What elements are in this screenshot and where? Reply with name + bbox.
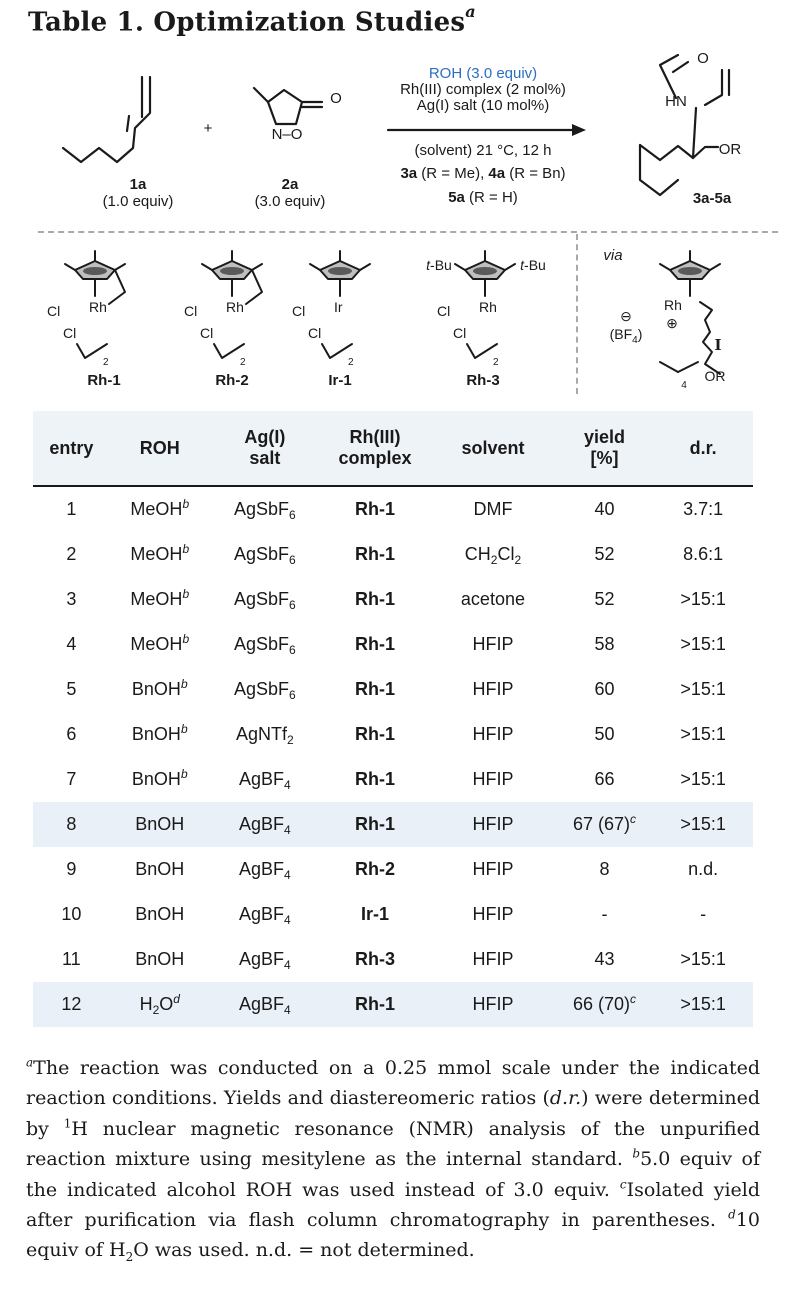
cell-dr: >15:1 — [680, 589, 726, 609]
catalyst-label-ir1: Ir-1 — [328, 372, 352, 389]
cp-ring-int-me3 — [710, 264, 720, 270]
table-row — [33, 486, 753, 532]
cell-yield: 8 — [599, 859, 610, 879]
cl-bottom-rh2: Cl — [200, 325, 214, 341]
cell-solvent: HFIP — [472, 634, 514, 654]
table-row — [33, 622, 753, 667]
cell-ag-salt: AgSbF$_6$ — [233, 499, 296, 522]
cell-ag-salt: AgBF$_4$ — [210, 802, 320, 847]
cell-roh: BnOH — [110, 802, 210, 847]
cell-ag-salt: AgSbF$_6$ — [233, 634, 296, 657]
cell-solvent: HFIP — [472, 904, 514, 924]
cell-ag-salt: AgBF$_4$ — [238, 859, 291, 882]
cp-ring-rh3-center — [473, 267, 497, 275]
product-amide — [660, 55, 678, 98]
cell-rh-complex: Rh-1 — [355, 769, 396, 789]
col-header-line: ROH — [139, 437, 180, 458]
cell-entry: 7 — [66, 769, 77, 789]
cl-top-rh1: Cl — [47, 303, 61, 319]
intermediate-rh: Rh — [664, 297, 682, 313]
cell-roh: BnOH$^b$ — [131, 677, 188, 699]
product-label: 3a-5a — [692, 190, 732, 207]
cell-entry: 10 — [61, 904, 82, 924]
plus-sign: + — [203, 120, 213, 137]
cell-solvent: acetone — [460, 589, 525, 609]
sm2-label: 2a (3.0 equiv) — [254, 176, 326, 210]
cell-dr: >15:1 — [680, 949, 726, 969]
cl-bottom-rh3: Cl — [453, 325, 467, 341]
atom-o-carbonyl: O — [330, 90, 342, 107]
cp-ring-rh2-center — [220, 267, 244, 275]
cell-entry: 3 — [66, 589, 77, 609]
intermediate-sub4: 4 — [681, 380, 687, 391]
cond-products-2: 5a (R = H) — [448, 189, 518, 206]
dimer-sub-rh2: 2 — [240, 357, 246, 368]
col-header-line: solvent — [461, 437, 525, 458]
cell-roh: MeOH$^b$ — [130, 497, 190, 519]
col-header-entry — [33, 411, 110, 486]
metal-rh3: Rh — [479, 299, 497, 315]
metal-ir1: Ir — [334, 299, 343, 315]
cell-yield: - — [601, 904, 608, 924]
cl-top-rh2: Cl — [184, 303, 198, 319]
cond-products-1: 3a (R = Me), 4a (R = Bn) — [400, 165, 566, 182]
cell-dr: >15:1 — [680, 769, 726, 789]
product-chain — [640, 145, 718, 160]
cell-yield: 40 — [594, 499, 615, 519]
col-header-yield — [556, 411, 654, 486]
cell-roh: MeOH$^b$ — [130, 542, 190, 564]
atom-n-o: N–O — [271, 126, 303, 143]
col-header-line: yield — [583, 427, 625, 447]
table-row — [33, 532, 753, 577]
cell-yield: 43 — [594, 949, 615, 969]
int-chain-b — [678, 362, 698, 372]
cell-rh-complex: Rh-1 — [355, 589, 396, 609]
catalyst-label-rh3: Rh-3 — [466, 372, 500, 389]
atom-hn: HN — [665, 93, 687, 110]
cell-yield: 52 — [594, 589, 615, 609]
cell-roh: BnOH — [135, 904, 185, 924]
tbu-right: t-Bu — [520, 257, 546, 273]
bridge-rh2 — [214, 344, 244, 358]
catalyst-label-rh2: Rh-2 — [215, 372, 249, 389]
col-header-line: Rh(III) — [349, 427, 401, 447]
intermediate-label: I — [714, 336, 722, 354]
metal-rh1: Rh — [89, 299, 107, 315]
table-row — [33, 712, 753, 757]
intermediate-or: OR — [704, 368, 726, 384]
cell-entry: 4 — [66, 634, 77, 654]
cell-dr: - — [700, 904, 707, 924]
alkene-double-bond — [127, 116, 129, 131]
table-header-row — [33, 411, 753, 486]
catalyst-label-rh1: Rh-1 — [87, 372, 121, 389]
cp-ring-rh1-me3 — [115, 264, 125, 270]
col-header-line: complex — [338, 448, 412, 468]
col-header-rh-complex — [320, 411, 430, 486]
cell-dr: >15:1 — [680, 724, 726, 744]
cell-ag-salt: AgSbF$_6$ — [233, 544, 296, 567]
cell-solvent: HFIP — [472, 859, 514, 879]
cl-bottom-rh1: Cl — [63, 325, 77, 341]
cell-yield: 58 — [594, 634, 615, 654]
cell-ag-salt: AgBF$_4$ — [238, 949, 291, 972]
cell-ag-salt: AgSbF$_6$ — [233, 679, 296, 702]
product-co — [673, 62, 688, 72]
cell-dr: n.d. — [688, 859, 719, 879]
table-row — [33, 757, 753, 802]
cell-rh-complex: Rh-1 — [355, 544, 396, 564]
cp-ring-rh2-me1 — [202, 264, 212, 270]
cell-solvent: HFIP — [472, 769, 514, 789]
cell-entry: 9 — [66, 859, 77, 879]
cell-yield: 60 — [594, 679, 615, 699]
cp-ring-ir1-me1 — [310, 264, 320, 270]
col-header-line: salt — [249, 448, 281, 468]
cell-yield: 66 $(70)^c$ — [556, 982, 654, 1027]
cell-dr: 8.6:1 — [683, 544, 724, 564]
cell-dr: >15:1 — [680, 634, 726, 654]
cell-rh-complex: Rh-1 — [355, 679, 396, 699]
bridge-ir1 — [322, 344, 352, 358]
cond-ag: Ag(I) salt (10 mol%) — [416, 97, 550, 114]
table-row — [33, 667, 753, 712]
cl-bottom-ir1: Cl — [308, 325, 322, 341]
cell-roh: BnOH — [135, 859, 185, 879]
cp-ring-ir1-center — [328, 267, 352, 275]
cell-solvent: HFIP — [430, 802, 555, 847]
cell-roh: BnOH — [135, 949, 185, 969]
cp-ring-ir1-me3 — [360, 264, 370, 270]
sm1-label: 1a (1.0 equiv) — [102, 176, 174, 210]
cp-ring-rh1-me1 — [65, 264, 75, 270]
cond-roh: ROH (3.0 equiv) — [428, 65, 538, 82]
cell-yield: 66 — [594, 769, 615, 789]
reaction-arrow-head — [572, 124, 586, 136]
col-header-solvent — [430, 411, 555, 486]
via-label: via — [603, 247, 623, 264]
table-footnotes: $^a$The reaction was conducted on a 0.25 mmol scale under the indicated reaction conditions. Yields and diastereomeric ratios (d.r.) were determined by $^1$H nuclear magnetic resonance (NMR) analysis of the unpurified reaction mixture using mesitylene as the internal standard. $^b$5.0 equiv of the indicated alcohol ROH was used instead of 3.0 equiv. $^c$Isolated yield after purification via flash column chromatography in parentheses. $^d$10 equiv of $H_2O$ was used. n.d. = not determined. — [26, 1055, 761, 1265]
table-row — [33, 937, 753, 982]
metal-rh2: Rh — [226, 299, 244, 315]
cell-entry: 2 — [66, 544, 77, 564]
table-row — [33, 847, 753, 892]
table-row — [33, 802, 753, 847]
bridge-rh3 — [467, 344, 497, 358]
col-header-line: [%] — [590, 448, 619, 468]
reaction-scheme — [0, 50, 785, 220]
cell-solvent: HFIP — [472, 949, 514, 969]
col-header-line: d.r. — [689, 437, 717, 458]
methyl-bond — [254, 88, 268, 102]
cell-roh: MeOH$^b$ — [130, 587, 190, 609]
cell-roh: BnOH$^b$ — [131, 722, 188, 744]
cell-ag-salt: AgBF$_4$ — [238, 904, 291, 927]
cell-ag-salt: AgSbF$_6$ — [233, 589, 296, 612]
col-header-roh — [110, 411, 210, 486]
int-chain-a — [660, 362, 678, 372]
cell-ag-salt: AgBF$_4$ — [238, 769, 291, 792]
col-header-dr — [653, 411, 753, 486]
col-header-ag-salt — [210, 411, 320, 486]
cell-rh-complex: Rh-1 — [355, 634, 396, 654]
dioxazolone-ring — [268, 90, 302, 124]
dimer-sub-ir1: 2 — [348, 357, 354, 368]
cell-yield: 52 — [594, 544, 615, 564]
cell-roh: BnOH$^b$ — [131, 767, 188, 789]
cond-rh: Rh(III) complex (2 mol%) — [400, 81, 566, 98]
cell-solvent: HFIP — [472, 679, 514, 699]
table-row — [33, 892, 753, 937]
cl-top-rh3: Cl — [437, 303, 451, 319]
cell-dr: >15:1 — [653, 982, 753, 1027]
cell-rh-complex: Rh-1 — [320, 982, 430, 1027]
plus-charge: ⊕ — [666, 315, 678, 331]
cell-ag-salt: AgBF$_4$ — [210, 982, 320, 1027]
atom-o-amide: O — [697, 50, 709, 67]
col-header-line: Ag(I) — [244, 427, 286, 447]
minus-charge: ⊖ — [620, 308, 632, 324]
cell-roh: $H_2O^d$ — [110, 982, 210, 1027]
cp-ring-int-me1 — [660, 264, 670, 270]
cell-solvent: DMF — [473, 499, 513, 519]
cell-rh-complex: Rh-1 — [355, 499, 396, 519]
atom-or: OR — [718, 141, 742, 158]
cell-entry: 8 — [33, 802, 110, 847]
product-side — [640, 145, 678, 195]
col-header-line: entry — [49, 437, 94, 458]
cell-yield: 67 $(67)^c$ — [556, 802, 654, 847]
tbu-left: t-Bu — [426, 257, 452, 273]
cell-dr: >15:1 — [680, 679, 726, 699]
cl-top-ir1: Cl — [292, 303, 306, 319]
dimer-sub-rh1: 2 — [103, 357, 109, 368]
cp-ring-int-center — [678, 267, 702, 275]
optimization-table — [33, 411, 753, 1027]
cell-entry: 12 — [33, 982, 110, 1027]
cell-rh-complex: Ir-1 — [361, 904, 390, 924]
cell-roh: MeOH$^b$ — [130, 632, 190, 654]
cell-dr: 3.7:1 — [683, 499, 724, 519]
diene-chain — [63, 77, 150, 162]
cp-ring-rh1-center — [83, 267, 107, 275]
cell-solvent: HFIP — [430, 982, 555, 1027]
bridge-rh1 — [77, 344, 107, 358]
table-row — [33, 982, 753, 1027]
product-vinyl — [705, 70, 722, 105]
cond-solvent: (solvent) 21 °C, 12 h — [414, 142, 552, 159]
cp-ring-rh2-me3 — [252, 264, 262, 270]
dimer-sub-rh3: 2 — [493, 357, 499, 368]
cell-entry: 5 — [66, 679, 77, 699]
bf4-counterion: $(BF_4)$ — [609, 326, 643, 346]
cell-rh-complex: Rh-2 — [355, 859, 396, 879]
cell-rh-complex: Rh-3 — [355, 949, 396, 969]
cell-rh-complex: Rh-1 — [320, 802, 430, 847]
cell-ag-salt: AgNTf$_2$ — [235, 724, 294, 747]
cell-solvent: $CH_2Cl_2$ — [464, 544, 522, 567]
table-body — [33, 486, 753, 1027]
cell-entry: 1 — [66, 499, 77, 519]
product-n-bond — [693, 108, 696, 158]
cell-dr: >15:1 — [653, 802, 753, 847]
cell-rh-complex: Rh-1 — [355, 724, 396, 744]
cell-solvent: HFIP — [472, 724, 514, 744]
table-row — [33, 577, 753, 622]
cell-entry: 6 — [66, 724, 77, 744]
table-title: Table 1. Optimization Studies$^a$ — [28, 2, 476, 38]
cell-yield: 50 — [594, 724, 615, 744]
cell-entry: 11 — [61, 949, 81, 969]
